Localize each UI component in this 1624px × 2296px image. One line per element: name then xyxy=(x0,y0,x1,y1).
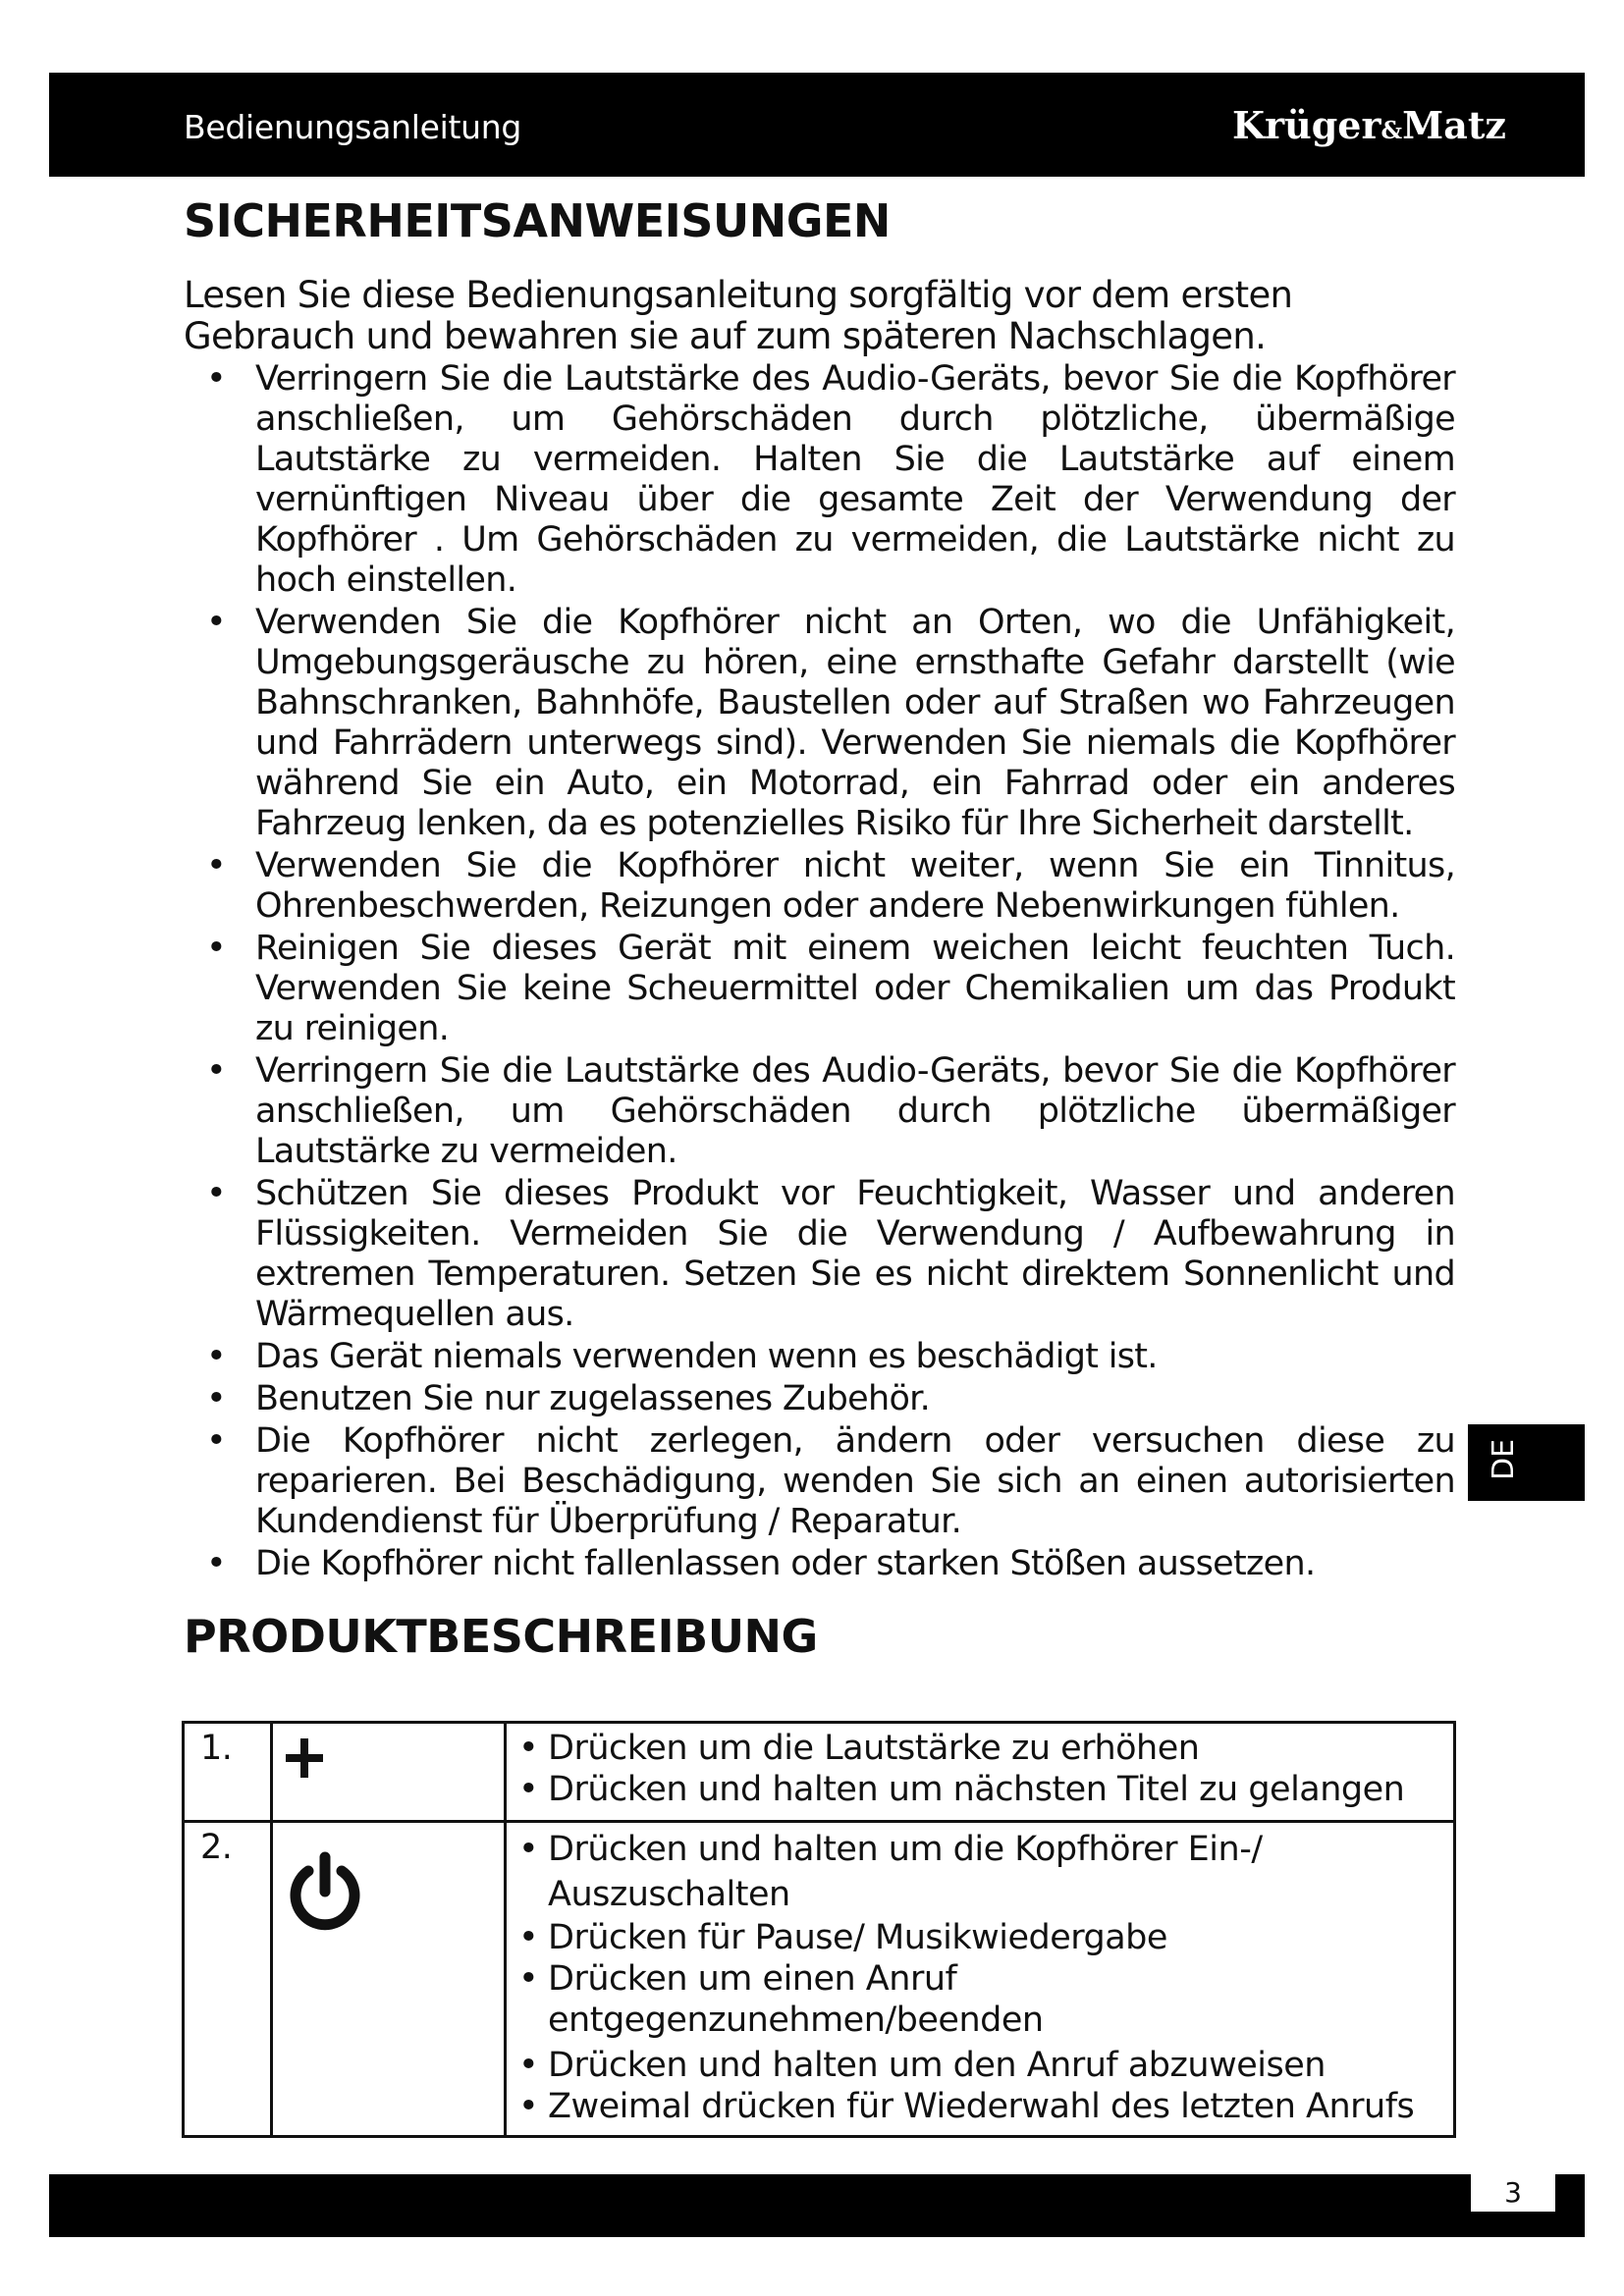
bullet-icon: • xyxy=(518,1959,539,1999)
brand-logo xyxy=(1232,103,1506,147)
table-row xyxy=(184,1723,1455,1822)
row-number: 1. xyxy=(184,1723,272,1822)
bullet-icon: • xyxy=(518,2087,539,2126)
list-item xyxy=(516,1958,1443,2041)
safety-item-text: Benutzen Sie nur zugelassenes Zubehör. xyxy=(255,1379,931,1418)
description-list xyxy=(516,1728,1443,1810)
safety-item xyxy=(206,929,1455,1049)
bullet-icon: • xyxy=(518,2046,539,2085)
row-number: 2. xyxy=(184,1822,272,2137)
power-icon xyxy=(285,1850,365,1935)
safety-item xyxy=(206,1544,1455,1584)
safety-section-title: SICHERHEITSANWEISUNGEN xyxy=(184,194,891,247)
safety-item-text: Verwenden Sie die Kopfhörer nicht weiter, wenn Sie ein Tinnitus, Ohrenbeschwerden, Reizungen oder andere Nebenwirkungen fühlen. xyxy=(255,846,1455,926)
list-item xyxy=(516,1827,1333,1917)
safety-item xyxy=(206,1421,1455,1542)
footer-bar xyxy=(49,2174,1585,2237)
safety-item-text: Die Kopfhörer nicht fallenlassen oder starken Stößen aussetzen. xyxy=(255,1544,1316,1583)
safety-bullet-list xyxy=(206,359,1455,1586)
header-bar xyxy=(49,73,1585,177)
description-list xyxy=(516,1827,1443,2127)
description-text: Drücken um die Lautstärke zu erhöhen xyxy=(548,1729,1200,1768)
table-row xyxy=(184,1822,1455,2137)
safety-item-text: Verringern Sie die Lautstärke des Audio-Geräts, bevor Sie die Kopfhörer anschließen, um Gehörschäden durch plötzliche übermäßiger Lautstärke zu vermeiden. xyxy=(255,1051,1455,1171)
document-type-label: Bedienungsanleitung xyxy=(184,108,522,146)
safety-item xyxy=(206,1174,1455,1335)
safety-item xyxy=(206,846,1455,927)
safety-item-text: Das Gerät niemals verwenden wenn es beschädigt ist. xyxy=(255,1337,1158,1376)
bullet-icon: • xyxy=(206,1421,226,1461)
bullet-icon: • xyxy=(206,603,226,642)
product-description-table xyxy=(182,1721,1456,2138)
list-item xyxy=(516,1917,1443,1958)
list-item xyxy=(516,2045,1443,2086)
description-text: Drücken und halten um die Kopfhörer Ein-/ Auszuschalten xyxy=(548,1830,1263,1914)
bullet-icon: • xyxy=(206,1544,226,1583)
brand-name-right: Matz xyxy=(1402,103,1506,147)
safety-item xyxy=(206,1051,1455,1172)
description-cell xyxy=(506,1822,1455,2137)
bullet-icon: • xyxy=(206,1051,226,1091)
safety-item xyxy=(206,359,1455,601)
brand-ampersand: & xyxy=(1380,116,1403,144)
language-tab xyxy=(1468,1424,1585,1501)
bullet-icon: • xyxy=(206,846,226,885)
description-cell xyxy=(506,1723,1455,1822)
bullet-icon: • xyxy=(206,1174,226,1213)
safety-item-text: Reinigen Sie dieses Gerät mit einem weichen leicht feuchten Tuch. Verwenden Sie keine Scheuermittel oder Chemikalien um das Produkt zu reinigen. xyxy=(255,929,1455,1048)
safety-item-text: Schützen Sie dieses Produkt vor Feuchtigkeit, Wasser und anderen Flüssigkeiten. Vermeiden Sie die Verwendung / Aufbewahrung in extremen Temperaturen. Setzen Sie es nicht direktem Sonnenlicht und Wärmequellen aus. xyxy=(255,1174,1455,1334)
safety-item xyxy=(206,603,1455,844)
bullet-icon: • xyxy=(518,1918,539,1957)
safety-item xyxy=(206,1379,1455,1419)
bullet-icon: • xyxy=(518,1729,539,1768)
bullet-icon: • xyxy=(206,1337,226,1376)
page-number: 3 xyxy=(1471,2174,1555,2212)
safety-item xyxy=(206,1337,1455,1377)
description-text: Zweimal drücken für Wiederwahl des letzten Anrufs xyxy=(548,2087,1415,2126)
list-item xyxy=(516,2086,1443,2127)
list-item xyxy=(516,1728,1443,1769)
plus-icon xyxy=(285,1736,324,1780)
icon-cell xyxy=(272,1822,506,2137)
description-text: Drücken und halten um nächsten Titel zu gelangen xyxy=(548,1770,1405,1809)
bullet-icon: • xyxy=(518,1830,539,1869)
brand-name-left: Krüger xyxy=(1232,103,1381,147)
description-text: Drücken für Pause/ Musikwiedergabe xyxy=(548,1918,1167,1957)
icon-cell xyxy=(272,1723,506,1822)
safety-item-text: Die Kopfhörer nicht zerlegen, ändern oder versuchen diese zu reparieren. Bei Beschädigung, wenden Sie sich an einen autorisierten Kundendienst für Überprüfung / Reparatur. xyxy=(255,1421,1455,1541)
list-item xyxy=(516,1769,1443,1810)
bullet-icon: • xyxy=(518,1770,539,1809)
language-tab-label: DE xyxy=(1487,1438,1521,1480)
safety-intro-text: Lesen Sie diese Bedienungsanleitung sorgfältig vor dem ersten Gebrauch und bewahren sie auf zum späteren Nachschlagen. xyxy=(184,274,1293,357)
description-text: Drücken um einen Anruf entgegenzunehmen/beenden xyxy=(548,1959,1044,2040)
safety-item-text: Verwenden Sie die Kopfhörer nicht an Orten, wo die Unfähigkeit, Umgebungsgeräusche zu hören, eine ernsthafte Gefahr darstellt (wie Bahnschranken, Bahnhöfe, Baustellen oder auf Straßen wo Fahrzeugen und Fahrrädern unterwegs sind). Verwenden Sie niemals die Kopfhörer während Sie ein Auto, ein Motorrad, ein Fahrrad oder ein anderes Fahrzeug lenken, da es potenzielles Risiko für Ihre Sicherheit darstellt. xyxy=(255,603,1455,843)
bullet-icon: • xyxy=(206,929,226,968)
bullet-icon: • xyxy=(206,359,226,399)
description-text: Drücken und halten um den Anruf abzuweisen xyxy=(548,2046,1326,2085)
product-section-title: PRODUKTBESCHREIBUNG xyxy=(184,1610,818,1663)
bullet-icon: • xyxy=(206,1379,226,1418)
safety-item-text: Verringern Sie die Lautstärke des Audio-Geräts, bevor Sie die Kopfhörer anschließen, um Gehörschäden durch plötzliche, übermäßige Lautstärke zu vermeiden. Halten Sie die Lautstärke auf einem vernünftigen Niveau über die gesamte Zeit der Verwendung der Kopfhörer . Um Gehörschäden zu vermeiden, die Lautstärke nicht zu hoch einstellen. xyxy=(255,359,1455,600)
